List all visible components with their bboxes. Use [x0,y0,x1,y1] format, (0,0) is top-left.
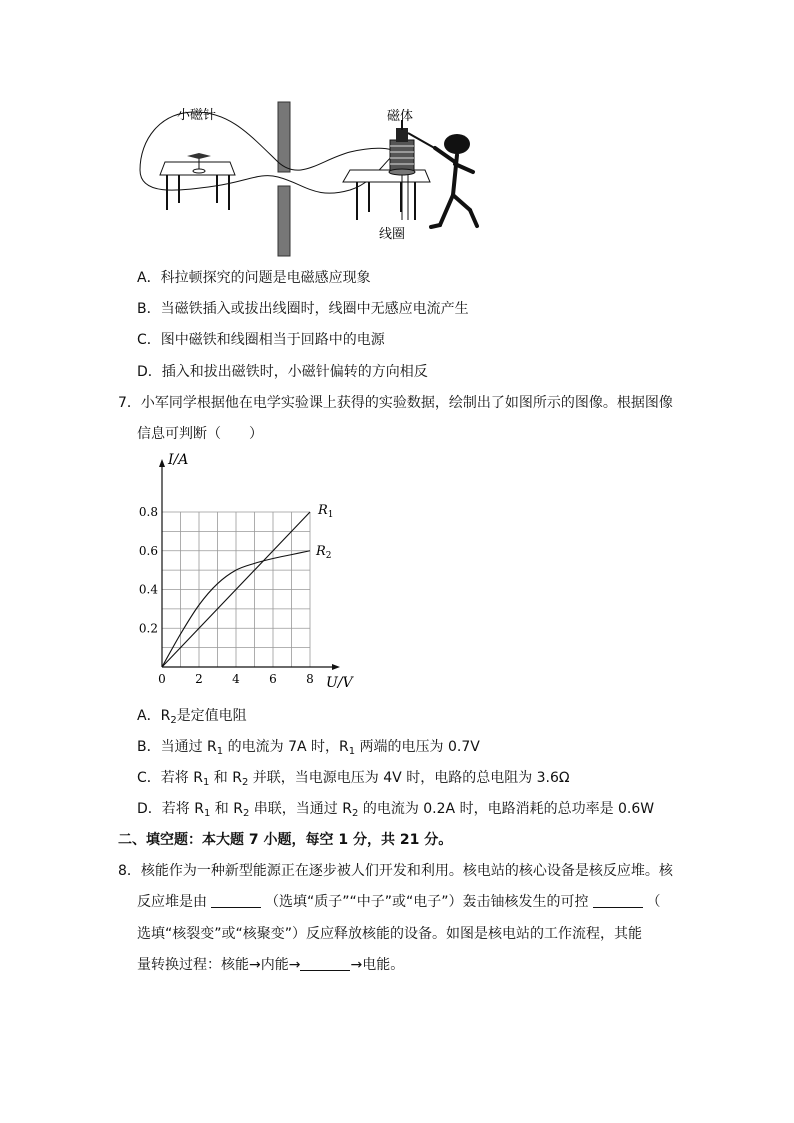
q8-line2: 反应堆是由 （选填“质子”“中子”或“电子”）轰击铀核发生的可控 （ [137,894,661,910]
right-table-top [343,170,430,182]
q7-option-b[interactable]: B．当通过 $R_1$ 的电流为 7A 时，$R_1$ 两端的电压为 0.7V [137,739,480,757]
label-magnet: 磁体 [387,109,414,124]
q8-blank-1[interactable] [211,893,261,908]
q6-option-a[interactable]: A．科拉顿探究的问题是电磁感应现象 [137,270,371,286]
iu-chart [130,450,370,700]
y-axis-arrow [159,459,165,467]
y-tick-label: 0.6 [138,543,158,558]
label-compass: 小磁针 [177,108,217,123]
series-label-r1: $R_1$ [318,503,334,520]
q7-stem-line2: 信息可判断（ ） [137,426,263,442]
wall-lower [278,186,290,256]
x-tick-label: 2 [195,672,203,686]
x-axis-arrow [332,664,340,670]
colladon-experiment-figure [135,100,495,260]
x-tick-label: 6 [269,672,277,686]
q7-option-d[interactable]: D．若将 $R_1$ 和 $R_2$ 串联，当通过 $R_2$ 的电流为 0.2A 时，电路消耗的总功率是 0.6W [137,801,655,819]
x-tick-label: 8 [306,672,314,686]
wall-upper [278,102,290,172]
label-coil: 线圈 [379,227,406,242]
x-tick-label: 4 [232,672,240,686]
q7-option-c[interactable]: C．若将 $R_1$ 和 $R_2$ 并联，当电源电压为 4V 时，电路的总电阻为 3.6Ω [137,770,570,788]
x-axis-label: U/V [326,675,353,691]
section-2-heading: 二、填空题：本大题 7 小题，每空 1 分，共 21 分。 [118,832,453,848]
q7-stem-line1: 7．小军同学根据他在电学实验课上获得的实验数据，绘制出了如图所示的图像。根据图像 [118,395,673,411]
q6-option-d[interactable]: D．插入和拔出磁铁时，小磁针偏转的方向相反 [137,364,428,380]
q8-blank-3[interactable] [300,956,350,971]
series-label-r2: $R_2$ [316,543,332,561]
q8-line3: 选填“核裂变”或“核聚变”）反应释放核能的设备。如图是核电站的工作流程，其能 [137,926,643,942]
q8-blank-2[interactable] [593,893,643,908]
y-tick-label: 0.8 [138,505,158,519]
q8-line1: 8．核能作为一种新型能源正在逐步被人们开发和利用。核电站的核心设备是核反应堆。核 [118,863,673,879]
chart-series [162,503,334,667]
y-axis-label: I/A [168,452,189,468]
person-icon [431,134,477,227]
chart-tick-labels [139,505,314,686]
q6-option-b[interactable]: B．当磁铁插入或拔出线圈时，线圈中无感应电流产生 [137,301,469,317]
y-tick-label: 0.4 [138,582,158,597]
q7-option-a[interactable]: A．$R_2$是定值电阻 [137,708,247,726]
x-tick-label: 0 [158,672,166,686]
y-tick-label: 0.2 [138,621,158,636]
q6-option-c[interactable]: C．图中磁铁和线圈相当于回路中的电源 [137,332,385,348]
q8-line4: 量转换过程：核能→内能→ →电能。 [137,957,405,973]
